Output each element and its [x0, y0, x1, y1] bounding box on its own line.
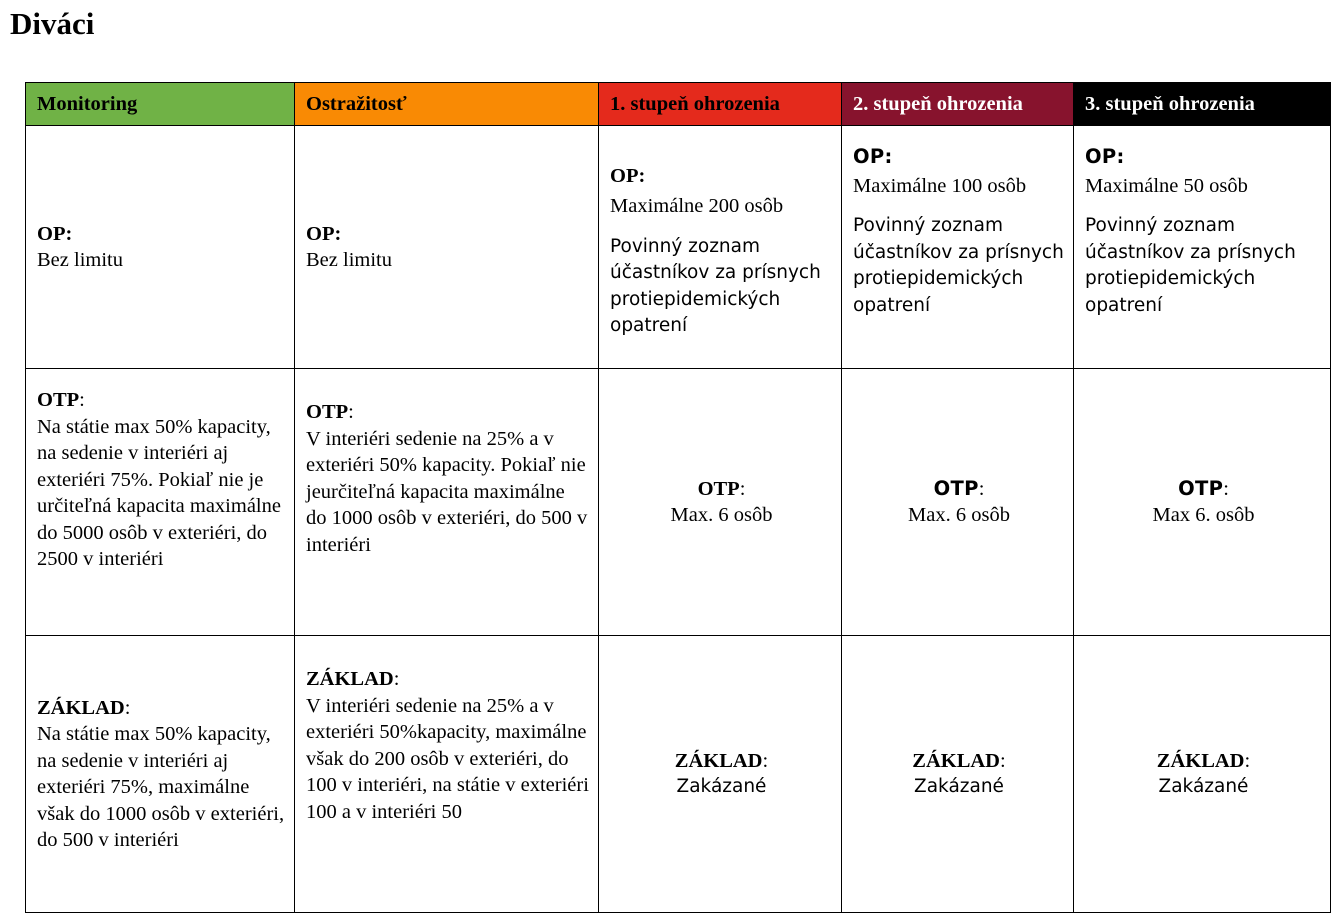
cell-label: ZÁKLAD: [1156, 749, 1245, 772]
cell-label: ZÁKLAD: [37, 696, 125, 719]
cell-note: Povinný zoznam účastníkov za prísnych protiepidemických opatrení: [610, 235, 821, 336]
cell-text: V interiéri sedenie na 25% a v exteriéri 50%kapacity, maximálne však do 200 osôb v exteriéri, do 100 v interiéri, na státie v exteriéri 100 a v interiéri 50: [306, 694, 589, 823]
cell-label: OP:: [1085, 145, 1125, 168]
cell-limit: Maximálne 200 osôb: [610, 195, 784, 217]
cell-op-monitoring: [26, 126, 295, 369]
cell-zaklad-ostrazitost: [295, 636, 599, 913]
cell-text: V interiéri sedenie na 25% a v exteriéri 50% kapacity. Pokiaľ nie jeurčiteľná kapacita maximálne do 1000 osôb v exteriéri, do 500 v interiéri: [306, 427, 588, 556]
table-row-op: [26, 126, 1331, 369]
cell-note: Povinný zoznam účastníkov za prísnych protiepidemických opatrení: [1085, 215, 1296, 316]
cell-text: Na státie max 50% kapacity, na sedenie v interiéri aj exteriéri 75%, maximálne však do 1000 osôb v exteriéri, do 500 v interiéri: [37, 723, 285, 851]
header-monitoring: Monitoring: [26, 83, 295, 126]
cell-label: OTP: [37, 389, 80, 411]
cell-label-colon: :: [1223, 477, 1229, 500]
header-stupen-3: 3. stupeň ohrozenia: [1074, 83, 1331, 126]
cell-label-colon: :: [124, 696, 131, 719]
cell-op-ostrazitost: [295, 126, 599, 369]
cell-label-line: [853, 748, 1065, 775]
cell-label-line: [853, 476, 1065, 503]
table-row-otp: [26, 369, 1331, 636]
cell-text: Zakázané: [1158, 776, 1249, 797]
cell-zaklad-stupen-1: [599, 636, 842, 913]
cell-label: ZÁKLAD: [674, 749, 763, 772]
cell-label-line: [37, 387, 286, 414]
cell-limit: Maximálne 100 osôb: [853, 174, 1027, 197]
cell-zaklad-stupen-3: [1074, 636, 1331, 913]
cell-label-colon: :: [1000, 749, 1006, 772]
cell-op-stupen-2: [842, 126, 1074, 369]
cell-otp-ostrazitost: [295, 369, 599, 636]
cell-otp-stupen-1: [599, 369, 842, 636]
cell-label-line: [306, 666, 590, 693]
page-title: Diváci: [10, 6, 95, 41]
cell-label: OTP: [697, 477, 740, 500]
cell-text: Max. 6 osôb: [670, 504, 773, 526]
cell-label-colon: :: [79, 389, 85, 411]
cell-label: OP:: [853, 145, 893, 168]
cell-label-line: [306, 399, 590, 426]
cell-label: ZÁKLAD: [912, 749, 1000, 772]
cell-text: Bez limitu: [37, 249, 123, 271]
header-ostrazitost: Ostražitosť: [295, 83, 599, 126]
cell-label: OTP: [1178, 476, 1224, 500]
cell-otp-stupen-3: [1074, 369, 1331, 636]
cell-text: Max. 6 osôb: [908, 504, 1010, 526]
header-row: [26, 83, 1331, 126]
cell-label-colon: :: [739, 477, 746, 500]
cell-label: OP:: [610, 164, 646, 187]
cell-note: Povinný zoznam účastníkov za prísnych protiepidemických opatrení: [853, 215, 1064, 316]
header-stupen-2: 2. stupeň ohrozenia: [842, 83, 1074, 126]
cell-text: Zakázané: [914, 776, 1004, 797]
cell-limit: Maximálne 50 osôb: [1085, 174, 1248, 197]
cell-label: ZÁKLAD: [306, 668, 394, 690]
cell-label-colon: :: [348, 401, 354, 423]
cell-label: OP:: [37, 222, 73, 245]
cell-op-stupen-3: [1074, 126, 1331, 369]
cell-label: OTP: [933, 476, 979, 500]
cell-zaklad-stupen-2: [842, 636, 1074, 913]
cell-otp-monitoring: [26, 369, 295, 636]
cell-label-line: [610, 476, 833, 503]
cell-otp-stupen-2: [842, 369, 1074, 636]
cell-label-line: [610, 748, 833, 775]
cell-op-stupen-1: [599, 126, 842, 369]
cell-text: Max 6. osôb: [1152, 504, 1255, 526]
cell-label-line: [1085, 476, 1322, 503]
cell-text: Bez limitu: [306, 249, 392, 271]
cell-label-colon: :: [393, 668, 400, 690]
cell-label: OTP: [306, 401, 349, 423]
header-stupen-1: 1. stupeň ohrozenia: [599, 83, 842, 126]
restrictions-table: [25, 82, 1331, 913]
cell-label-colon: :: [1244, 749, 1251, 772]
cell-label-colon: :: [978, 477, 985, 500]
cell-text: Na státie max 50% kapacity, na sedenie v interiéri aj exteriéri 75%. Pokiaľ nie je určiteľná kapacita maximálne do 5000 osôb v exteriéri, do 2500 v interiéri: [37, 415, 281, 570]
cell-label-line: [1085, 748, 1322, 775]
cell-text: Zakázané: [676, 776, 767, 797]
cell-label: OP:: [306, 222, 342, 245]
cell-zaklad-monitoring: [26, 636, 295, 913]
cell-label-line: [37, 695, 286, 722]
table-row-zaklad: [26, 636, 1331, 913]
cell-label-colon: :: [762, 749, 769, 772]
